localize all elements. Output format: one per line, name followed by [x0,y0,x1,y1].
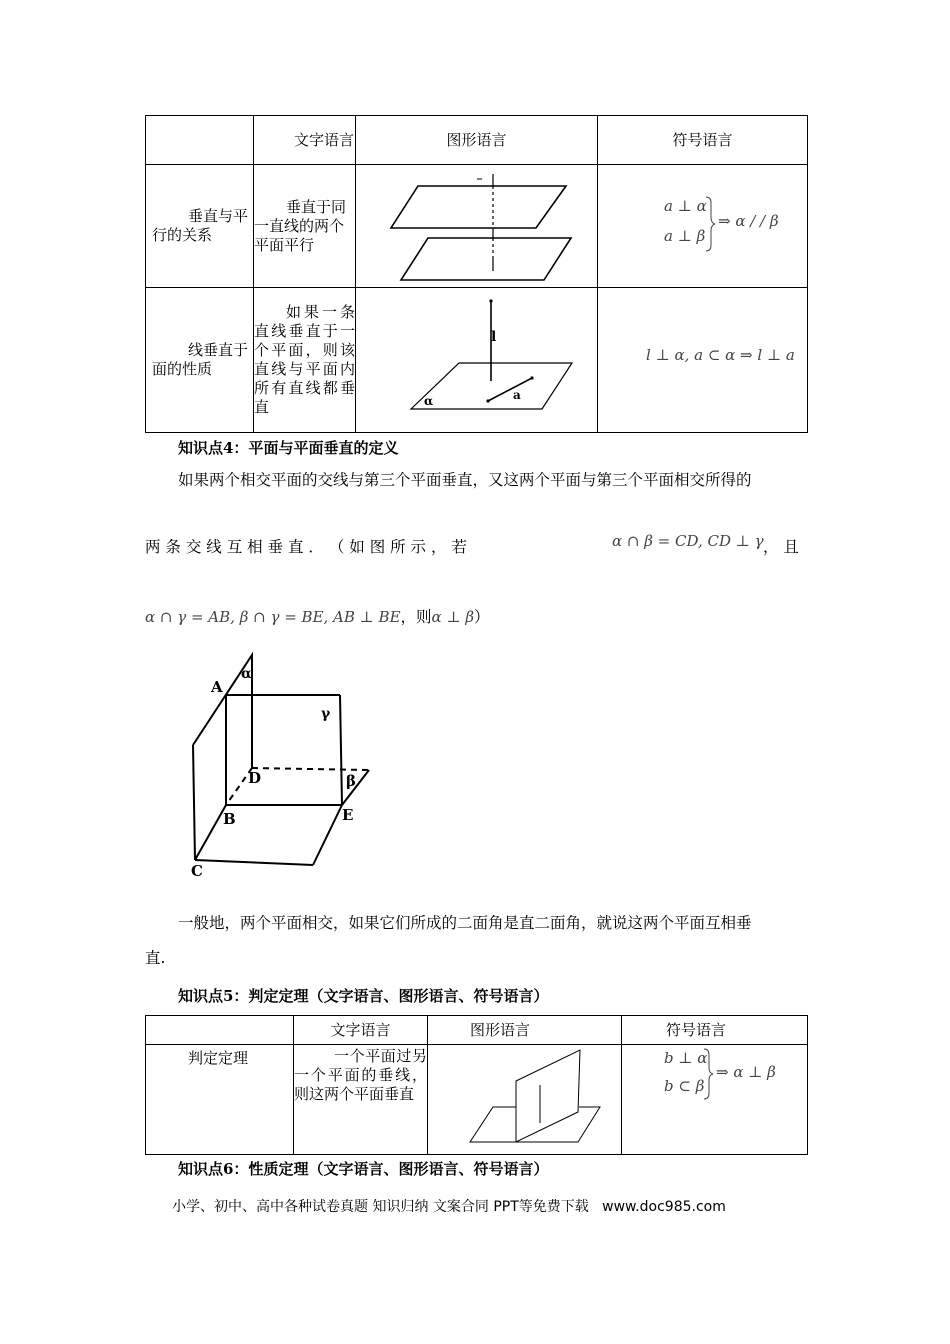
symbol-result: ⇒ α / / β [718,212,779,230]
header-figure-language: 图形语言 [356,116,598,165]
label-a: a [513,388,521,402]
perpendicular-plane-criterion-figure [428,1046,620,1154]
header-text-language: 文字语言 [254,116,356,165]
table-row [146,1045,808,1155]
symbol-line-2: b ⊂ β [664,1077,705,1095]
table-row [146,288,808,433]
table-header-row [146,116,808,165]
section-6-heading: 知识点6：性质定理（文字语言、图形语言、符号语言） [178,1160,549,1178]
header-empty [146,116,254,165]
row-symbol [598,165,808,288]
page-footer: 小学、初中、高中各种试卷真题 知识归纳 文案合同 PPT等免费下载 www.doc985.com [172,1199,726,1215]
header-figure-language: 图形语言 [428,1016,622,1045]
header-text-language: 文字语言 [294,1016,428,1045]
perpendicular-planes-figure [185,650,385,885]
section-4-para-line-1: 如果两个相交平面的交线与第三个平面垂直，又这两个平面与第三个平面相交所得的 [178,471,752,489]
label-gamma: γ [321,706,331,722]
brace-icon [702,1047,714,1101]
symbol-formula: l ⊥ α, a ⊂ α ⇒ l ⊥ a [646,346,795,364]
label-C: C [191,862,203,880]
line-perpendicular-plane-figure [356,289,596,432]
definition-line-1: 一般地，两个平面相交，如果它们所成的二面角是直二面角，就说这两个平面互相垂 [178,914,752,932]
section-4-heading: 知识点4：平面与平面垂直的定义 [178,439,399,457]
symbol-result: ⇒ α ⊥ β [716,1063,776,1081]
section-4-para-line-2: 两 条 交 线 互 相 垂 直 ． （ 如 图 所 示 ， 若 α ∩ β = CD, CD ⊥ γ ， 且 [145,532,799,556]
row-name: 线垂直于面的性质 [146,288,254,433]
row-symbol [622,1045,808,1155]
table-header-row [146,1016,808,1045]
header-symbol-language: 符号语言 [622,1016,808,1045]
label-D: D [248,769,262,787]
label-alpha: α [241,666,252,682]
label-B: B [223,810,236,828]
row-name: 判定定理 [146,1045,294,1155]
header-symbol-language: 符号语言 [598,116,808,165]
row-figure [356,165,598,288]
row-figure [356,288,598,433]
row-text: 如果一条直线垂直于一个平面，则该直线与平面内所有直线都垂直 [254,288,356,433]
symbol-line-2: a ⊥ β [664,227,706,245]
label-A: A [211,678,223,696]
parallel-planes-figure [356,166,596,287]
header-empty [146,1016,294,1045]
row-symbol [598,288,808,433]
section-4-para-line-3: α ∩ γ = AB, β ∩ γ = BE, AB ⊥ BE，则α ⊥ β） [145,608,490,626]
symbol-line-1: a ⊥ α [664,197,707,215]
row-text: 垂直于同一直线的两个平面平行 [254,165,356,288]
label-E: E [342,806,354,824]
row-name: 垂直与平行的关系 [146,165,254,288]
definition-line-2: 直. [145,949,166,967]
table-row [146,165,808,288]
relation-table [145,115,808,433]
row-text: 一个平面过另一个平面的垂线，则这两个平面垂直 [294,1045,428,1155]
criterion-table [145,1015,808,1155]
label-alpha: α [424,394,434,408]
label-beta: β [346,772,356,790]
label-l: l [491,329,497,345]
row-figure [428,1045,622,1155]
symbol-line-1: b ⊥ α [664,1049,708,1067]
brace-icon [704,195,716,253]
section-5-heading: 知识点5：判定定理（文字语言、图形语言、符号语言） [178,987,549,1005]
